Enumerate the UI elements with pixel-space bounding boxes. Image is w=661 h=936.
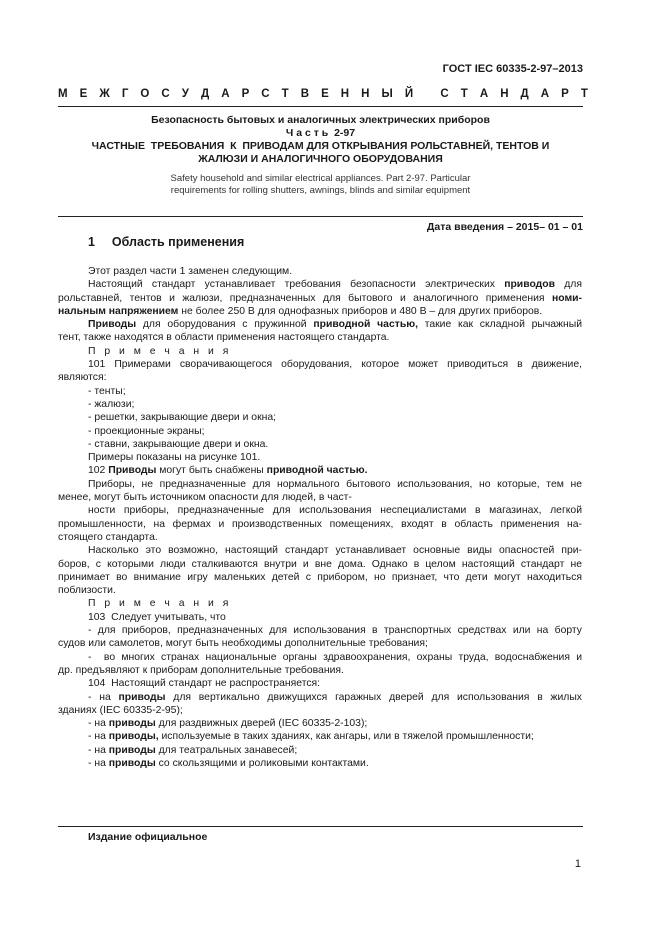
banner-letter: А <box>479 88 489 100</box>
note-103-item: - во многих странах национальные органы здравоохранения, охраны труда, водоснабжения и <box>88 651 582 663</box>
banner-letter: Р <box>561 88 569 100</box>
paragraph: Настоящий стандарт устанавливает требования безопасности электрических приводов для <box>88 279 582 291</box>
note-104: 104 Настоящий стандарт не распространяется: <box>88 678 321 690</box>
english-title <box>58 173 583 197</box>
paragraph: Приводы для оборудования с пружинной приводной частью, такие как складной рычажный <box>88 319 583 331</box>
title-line-1: Безопасность бытовых и аналогичных электрических приборов <box>151 114 490 126</box>
notes-heading: П р и м е ч а н и я <box>88 598 232 610</box>
list-item: - ставни, закрывающие двери и окна. <box>88 438 269 450</box>
paragraph: поблизости. <box>58 585 116 597</box>
title-block <box>58 114 583 166</box>
paragraph: рольставней, тентов и жалюзи, предназначенных для бытового и аналогичного применения номи- <box>58 292 582 304</box>
section-title: Область применения <box>111 235 245 249</box>
section-heading <box>88 235 244 249</box>
figure-reference: Примеры показаны на рисунке 101. <box>88 452 261 464</box>
paragraph: ности приборы, предназначенные для использования неспециалистами в магазинах, легкой <box>88 505 582 517</box>
paragraph: боров, с которыми люди сталкиваются внутри и вне дома. Однако в целом настоящий стандарт не <box>58 558 582 570</box>
paragraph: промышленности, на фермах и производственных помещениях, входят в область применения на- <box>58 518 582 530</box>
banner-letter: Н <box>500 88 509 100</box>
banner-letter: Р <box>241 88 250 100</box>
note-101: 101 Примерами сворачивающегося оборудования, которое может приводиться в движение, <box>88 359 582 371</box>
banner-letter: Н <box>340 88 350 100</box>
introduction-date: Дата введения – 2015– 01 – 01 <box>426 221 583 233</box>
banner-letter: А <box>540 88 550 100</box>
title-line-3: ЧАСТНЫЕ ТРЕБОВАНИЯ К ПРИВОДАМ ДЛЯ ОТКРЫВАНИЯ РОЛЬСТАВНЕЙ, ТЕНТОВ И <box>91 140 550 152</box>
banner-letter: Г <box>121 88 129 100</box>
banner-letter: Т <box>580 88 588 100</box>
exclusion-item: - на приводы для раздвижных дверей (IEC 60335-2-103); <box>88 718 368 730</box>
list-item: - проекционные экраны; <box>88 425 205 437</box>
banner-letter: Ж <box>99 88 110 100</box>
banner-letter: Т <box>281 88 289 100</box>
paragraph: тент, также находятся в области применения настоящего стандарта. <box>58 332 390 344</box>
banner-letter: Е <box>79 88 88 100</box>
banner-letter: А <box>221 88 230 100</box>
page-number: 1 <box>574 858 581 870</box>
paragraph: менее, могут быть источником опасности для людей, в част- <box>58 492 352 504</box>
banner-letter: Ы <box>381 88 393 100</box>
note-102: 102 Приводы могут быть снабжены приводной частью. <box>88 465 368 477</box>
list-item: - решетки, закрывающие двери и окна; <box>88 412 277 424</box>
exclusion-item: - на приводы, используемые в таких зданиях, как ангары, или в тяжелой промышленности; <box>88 731 534 743</box>
footer-rule <box>58 826 583 827</box>
banner-letter: М <box>58 88 68 100</box>
banner-letter: Е <box>321 88 329 100</box>
edition-label: Издание официальное <box>88 831 208 843</box>
exclusion-item: - на приводы со скользящими и роликовыми контактами. <box>88 757 369 769</box>
exclusion-item: - на приводы для театральных занавесей; <box>88 744 298 756</box>
list-item: - жалюзи; <box>88 398 135 410</box>
banner-letter: Д <box>520 88 529 100</box>
body-text <box>58 265 582 770</box>
notes-heading: П р и м е ч а н и я <box>88 345 232 357</box>
list-item: - тенты; <box>88 385 126 397</box>
note-103-item: - для приборов, предназначенных для использования в транспортных средствах или на борту <box>88 625 582 637</box>
title-line-4: ЖАЛЮЗИ И АНАЛОГИЧНОГО ОБОРУДОВАНИЯ <box>198 153 443 165</box>
banner-letter: Д <box>200 88 210 100</box>
standard-number: ГОСТ IEC 60335-2-97–2013 <box>442 63 583 75</box>
banner-letter: У <box>181 88 189 100</box>
banner-letter: Т <box>460 88 468 100</box>
title-part: Ч а с т ь 2-97 <box>285 127 356 139</box>
banner-letter: Н <box>361 88 370 100</box>
paragraph: Насколько это возможно, настоящий стандарт устанавливает основные виды опасностей при- <box>88 545 582 557</box>
exclusion-item-cont: зданиях (IEC 60335-2-95); <box>58 704 183 716</box>
title-rule <box>58 216 583 217</box>
paragraph: Этот раздел части 1 заменен следующим. <box>88 266 293 277</box>
banner-letter: С <box>161 88 170 100</box>
section-number: 1 <box>88 235 95 249</box>
banner-letter: Й <box>404 88 414 100</box>
paragraph: Приборы, не предназначенные для нормального бытового использования, но которые, тем не <box>88 478 582 490</box>
exclusion-item: - на приводы для вертикально движущихся гаражных дверей для использования в жилых <box>88 691 582 703</box>
banner-letter: С <box>261 88 270 100</box>
top-rule <box>58 106 583 107</box>
note-103: 103 Следует учитывать, что <box>88 611 226 623</box>
note-101-cont: являются: <box>58 372 107 384</box>
paragraph: стоящего стандарта. <box>58 531 158 543</box>
english-title-line-2: requirements for rolling shutters, awnings, blinds and similar equipment <box>170 185 471 196</box>
note-103-item-cont: др. предъявляют к приборам дополнительные требования. <box>58 664 344 676</box>
english-title-line-1: Safety household and similar electrical appliances. Part 2-97. Particular <box>170 173 471 184</box>
note-103-item-cont: судов или самолетов, могут быть необходимы дополнительные требования; <box>58 638 428 650</box>
paragraph: принимает во внимание игру маленьких детей с прибором, но признает, что дети могут находиться <box>58 571 582 583</box>
interstate-standard-banner <box>58 88 588 100</box>
banner-letter: С <box>440 88 449 100</box>
paragraph: нальным напряжением не более 250 В для однофазных приборов и 480 В – для других приборов. <box>58 305 543 317</box>
banner-letter: В <box>300 88 310 100</box>
banner-letter: О <box>140 88 150 100</box>
banner-letter <box>425 88 428 100</box>
